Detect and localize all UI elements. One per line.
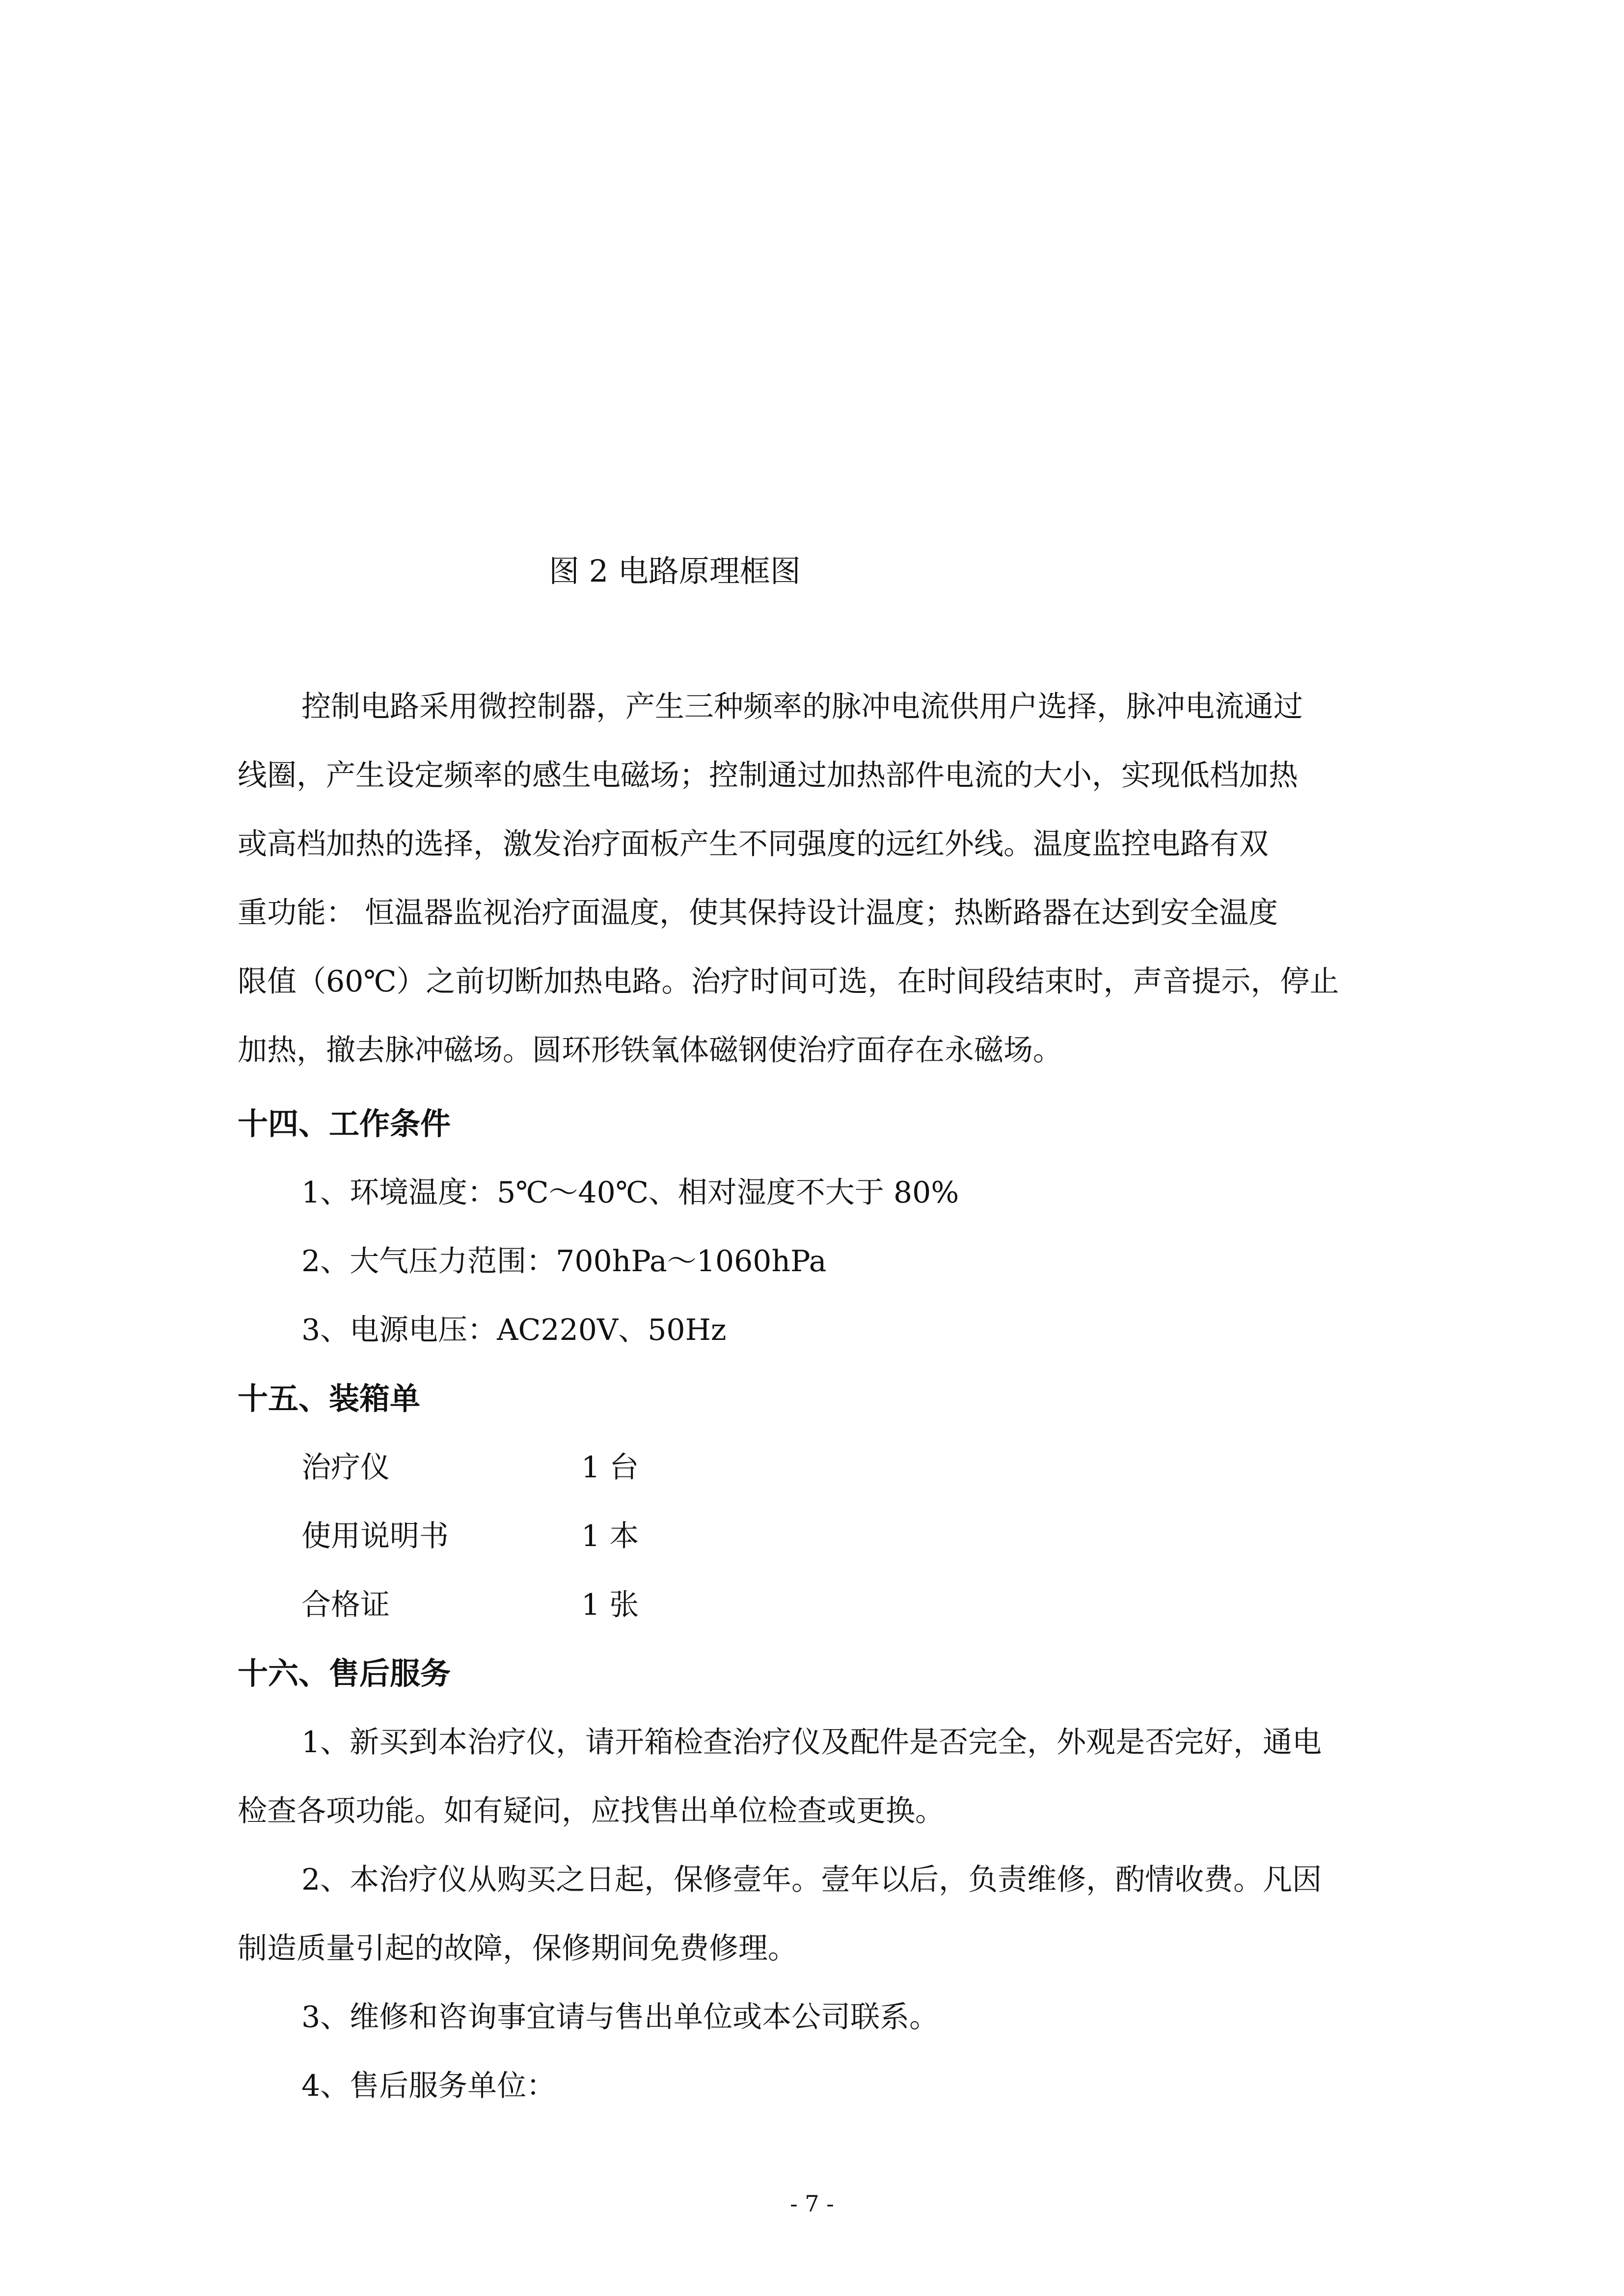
packing-item-name: 合格证 (301, 1588, 390, 1622)
figure-caption: 图 2 电路原理框图 (549, 553, 801, 589)
paragraph-line: 重功能： 恒温器监视治疗面温度，使其保持设计温度；热断路器在达到安全温度 (238, 896, 1278, 930)
section-heading-packing-list: 十五、装箱单 (238, 1381, 421, 1416)
page-number: - 7 - (790, 2190, 834, 2217)
paragraph-line: 控制电路采用微控制器，产生三种频率的脉冲电流供用户选择，脉冲电流通过 (301, 690, 1303, 724)
after-sales-item: 4、售后服务单位： (301, 2069, 556, 2103)
working-condition-item: 3、电源电压：AC220V、50Hz (301, 1313, 727, 1347)
packing-item-qty: 1 本 (581, 1519, 639, 1553)
packing-item-name: 使用说明书 (301, 1519, 449, 1553)
section-heading-working-conditions: 十四、工作条件 (238, 1106, 451, 1142)
paragraph-line: 或高档加热的选择，激发治疗面板产生不同强度的远红外线。温度监控电路有双 (238, 827, 1269, 861)
after-sales-item: 2、本治疗仪从购买之日起，保修壹年。壹年以后，负责维修，酌情收费。凡因 (301, 1863, 1322, 1897)
after-sales-item-continued: 检查各项功能。如有疑问，应找售出单位检查或更换。 (238, 1794, 945, 1828)
after-sales-item: 3、维修和咨询事宜请与售出单位或本公司联系。 (301, 2000, 939, 2034)
after-sales-item-continued: 制造质量引起的故障，保修期间免费修理。 (238, 1931, 797, 1966)
packing-item-qty: 1 台 (581, 1450, 639, 1485)
circuit-description-paragraph (238, 687, 1406, 1099)
paragraph-line: 加热，撤去脉冲磁场。圆环形铁氧体磁钢使治疗面存在永磁场。 (238, 1033, 1062, 1068)
working-condition-item: 2、大气压力范围：700hPa～1060hPa (301, 1244, 827, 1279)
after-sales-item: 1、新买到本治疗仪，请开箱检查治疗仪及配件是否完全，外观是否完好，通电 (301, 1725, 1322, 1760)
paragraph-line: 线圈，产生设定频率的感生电磁场；控制通过加热部件电流的大小，实现低档加热 (238, 758, 1298, 793)
packing-item-name: 治疗仪 (301, 1450, 390, 1485)
section-heading-after-sales: 十六、售后服务 (238, 1655, 451, 1691)
working-condition-item: 1、环境温度：5℃～40℃、相对湿度不大于 80% (301, 1175, 959, 1210)
packing-item-qty: 1 张 (581, 1588, 639, 1622)
paragraph-line: 限值（60℃）之前切断加热电路。治疗时间可选，在时间段结束时，声音提示，停止 (238, 964, 1339, 999)
